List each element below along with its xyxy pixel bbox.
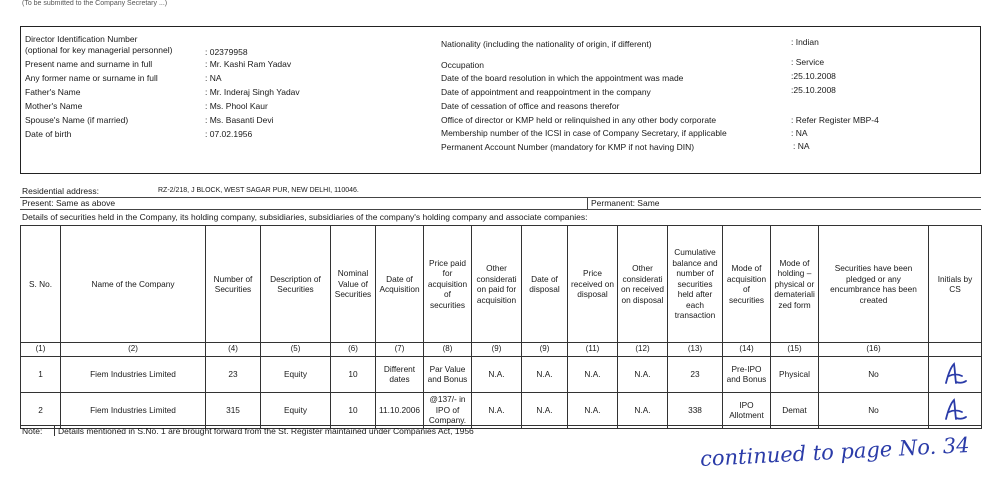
cell-description: Equity (261, 392, 331, 428)
nationality-label: Nationality (including the nationality of origin, if different) (441, 39, 652, 49)
cell-mode-holding: Demat (771, 392, 819, 428)
cell-company: Fiem Industries Limited (61, 356, 206, 392)
dob-value: : 07.02.1956 (205, 129, 253, 139)
cell-initials (929, 392, 982, 428)
board-resolution-label: Date of the board resolution in which the appointment was made (441, 73, 684, 83)
nationality-value: : Indian (791, 37, 819, 47)
cell-other-received: N.A. (618, 392, 668, 428)
icsi-label: Membership number of the ICSI in case of Company Secretary, if applicable (441, 128, 727, 138)
header-initials: Initials by CS (929, 226, 982, 343)
header-other-received: Other considerati on received on disposal (618, 226, 668, 343)
col-num: (4) (206, 343, 261, 357)
kmp-office-value: : Refer Register MBP-4 (791, 115, 879, 125)
col-num: (11) (568, 343, 618, 357)
col-num: (7) (376, 343, 424, 357)
residential-address-label: Residential address: (22, 186, 100, 196)
cell-number: 23 (206, 356, 261, 392)
securities-heading: Details of securities held in the Company, its holding company, subsidiaries, subsidiaries of the company's holding company and associate companies: (22, 212, 588, 222)
cell-other-paid: N.A. (472, 356, 522, 392)
col-num: (16) (819, 343, 929, 357)
spouse-name-label: Spouse's Name (if married) (25, 115, 129, 125)
col-num: (9) (522, 343, 568, 357)
occupation-value: : Service (791, 57, 825, 67)
cell-price-received: N.A. (568, 356, 618, 392)
col-num: (1) (21, 343, 61, 357)
header-sno: S. No. (21, 226, 61, 343)
occupation-label: Occupation (441, 60, 484, 70)
header-date-acquisition: Date of Acquisition (376, 226, 424, 343)
mother-name-label: Mother's Name (25, 101, 83, 111)
cell-nominal: 10 (331, 392, 376, 428)
col-num: (12) (618, 343, 668, 357)
header-nominal: Nominal Value of Securities (331, 226, 376, 343)
cell-mode-acquisition: IPO Allotment (723, 392, 771, 428)
cell-date-acquisition: Different dates (376, 356, 424, 392)
col-num: (2) (61, 343, 206, 357)
dob-label: Date of birth (25, 129, 72, 139)
present-address-row (20, 197, 981, 210)
cell-cumulative: 338 (668, 392, 723, 428)
cell-pledged: No (819, 392, 929, 428)
appointment-label: Date of appointment and reappointment in the company (441, 87, 651, 97)
table-row (21, 356, 982, 392)
note-row (20, 425, 981, 436)
cell-description: Equity (261, 356, 331, 392)
present-address-label: Present: Same as above (22, 198, 116, 208)
board-resolution-value: :25.10.2008 (791, 71, 836, 81)
col-num: (9) (472, 343, 522, 357)
director-details-box (20, 26, 981, 174)
col-num: (8) (424, 343, 472, 357)
initials-signature-icon (940, 361, 970, 387)
header-cumulative: Cumulative balance and number of securities held after each transaction (668, 226, 723, 343)
header-mode-acquisition: Mode of acquisition of securities (723, 226, 771, 343)
cell-cumulative: 23 (668, 356, 723, 392)
header-number: Number of Securities (206, 226, 261, 343)
kmp-office-label: Office of director or KMP held or relinquished in any other body corporate (441, 115, 717, 125)
cell-number: 315 (206, 392, 261, 428)
col-num: (13) (668, 343, 723, 357)
cell-date-acquisition: 11.10.2006 (376, 392, 424, 428)
father-name-label: Father's Name (25, 87, 81, 97)
cessation-label: Date of cessation of office and reasons therefor (441, 101, 620, 111)
table-header-row (21, 226, 982, 343)
col-num: (6) (331, 343, 376, 357)
name-label: Present name and surname in full (25, 59, 153, 69)
note-divider (54, 426, 55, 436)
name-value: : Mr. Kashi Ram Yadav (205, 59, 292, 69)
cell-price-received: N.A. (568, 392, 618, 428)
din-value: : 02379958 (205, 47, 248, 57)
cell-pledged: No (819, 356, 929, 392)
top-text-fragment: (To be submitted to the Company Secretary ...) (22, 0, 168, 7)
header-date-disposal: Date of disposal (522, 226, 568, 343)
father-name-value: : Mr. Inderaj Singh Yadav (205, 87, 300, 97)
cell-other-received: N.A. (618, 356, 668, 392)
cell-mode-holding: Physical (771, 356, 819, 392)
din-sub-label: (optional for key managerial personnel) (25, 45, 173, 55)
col-num: (15) (771, 343, 819, 357)
cell-initials (929, 356, 982, 392)
cell-mode-acquisition: Pre-IPO and Bonus (723, 356, 771, 392)
former-name-label: Any former name or surname in full (25, 73, 158, 83)
icsi-value: : NA (791, 128, 808, 138)
header-description: Description of Securities (261, 226, 331, 343)
spouse-name-value: : Ms. Basanti Devi (205, 115, 274, 125)
col-num: (14) (723, 343, 771, 357)
residential-address-value: RZ-2/218, J BLOCK, WEST SAGAR PUR, NEW DELHI, 110046. (158, 187, 359, 194)
cell-other-paid: N.A. (472, 392, 522, 428)
header-pledged: Securities have been pledged or any encumbrance has been created (819, 226, 929, 343)
mother-name-value: : Ms. Phool Kaur (205, 101, 268, 111)
cell-date-disposal: N.A. (522, 392, 568, 428)
pan-value: : NA (793, 141, 810, 151)
header-price-paid: Price paid for acquisition of securities (424, 226, 472, 343)
cell-company: Fiem Industries Limited (61, 392, 206, 428)
header-price-received: Price received on disposal (568, 226, 618, 343)
cell-price-paid: Par Value and Bonus (424, 356, 472, 392)
cell-sno: 1 (21, 356, 61, 392)
handwritten-continued-note: continued to page No. 34 (699, 432, 971, 472)
cell-nominal: 10 (331, 356, 376, 392)
address-divider (587, 197, 588, 209)
note-label: Note: (22, 426, 43, 436)
appointment-value: :25.10.2008 (791, 85, 836, 95)
note-text: Details mentioned in S.No. 1 are brought forward from the St. Register maintained under Companies Act, 1956 (58, 426, 474, 436)
former-name-value: : NA (205, 73, 222, 83)
din-label: Director Identification Number (25, 34, 138, 44)
header-other-paid: Other considerati on paid for acquisition (472, 226, 522, 343)
header-mode-holding: Mode of holding – physical or demateriali zed form (771, 226, 819, 343)
col-num (929, 343, 982, 357)
header-company: Name of the Company (61, 226, 206, 343)
securities-table (20, 225, 982, 429)
column-number-row (21, 343, 982, 357)
col-num: (5) (261, 343, 331, 357)
cell-sno: 2 (21, 392, 61, 428)
cell-date-disposal: N.A. (522, 356, 568, 392)
initials-signature-icon (940, 397, 970, 423)
pan-label: Permanent Account Number (mandatory for KMP if not having DIN) (441, 142, 695, 152)
permanent-address-label: Permanent: Same (591, 198, 660, 208)
table-row (21, 392, 982, 428)
cell-price-paid: @137/- in IPO of Company. (424, 392, 472, 428)
